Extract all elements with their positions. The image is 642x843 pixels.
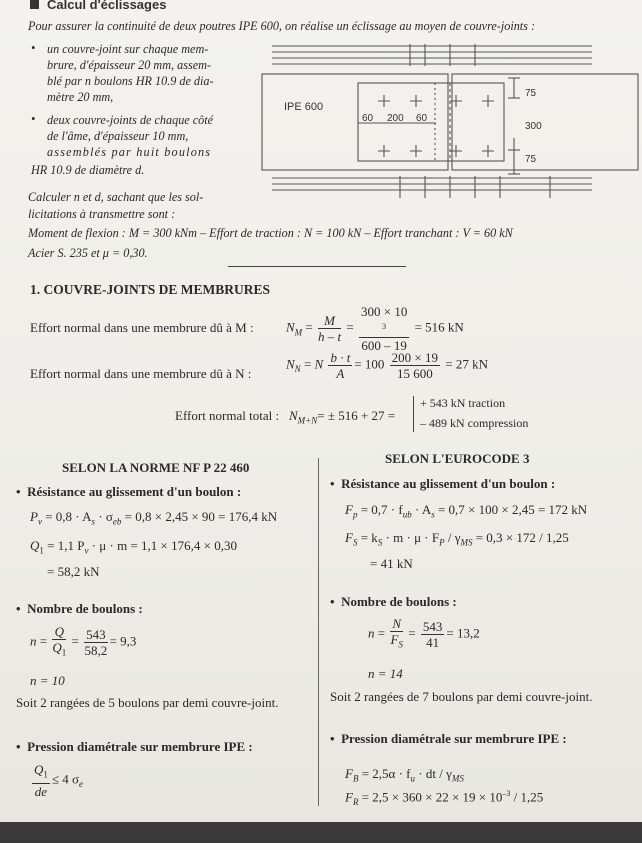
brace <box>413 396 414 432</box>
page-bottom-edge <box>0 822 642 843</box>
section-header: Calcul d'éclissages <box>30 0 166 12</box>
r-n-14: n = 14 <box>368 666 403 681</box>
fig-dim-60a: 60 <box>362 113 374 124</box>
splice-figure <box>250 38 642 210</box>
fig-dim-300: 300 <box>525 121 542 132</box>
bullet1-line4: mètre 20 mm, <box>47 90 114 104</box>
section-1-title: 1. COUVRE-JOINTS DE MEMBRURES <box>30 282 271 297</box>
nn-formula: $N_N = N$ $\frac{b \cdot t}{A}$ = 100 $\frac{200 \times 19}{15 600}$ = 27 kN <box>286 350 488 381</box>
l-pd-title: • Pression diamétrale sur membrure IPE : <box>16 739 253 754</box>
bullet1-line3: blé par n boulons HR 10.9 de dia- <box>47 74 214 88</box>
r-nb-title: • Nombre de boulons : <box>330 594 457 609</box>
l-q1-result: = 58,2 kN <box>47 564 100 579</box>
l-q1-formula: $Q_1 = 1,1$ $P_v \cdot \mu \cdot m = 1,1 \times 176,4 \times 0,30$ <box>30 538 237 556</box>
r-n-formula: n = $\frac{N}{F_S}$ = $\frac{543}{41}$ = 13,2 <box>368 616 480 650</box>
r-slip-title: • Résistance au glissement d'un boulon : <box>330 476 556 491</box>
r-pd-title: • Pression diamétrale sur membrure IPE : <box>330 731 567 746</box>
bullet-icon: • <box>31 41 36 55</box>
l-n-formula: n = $\frac{Q}{Q_1}$ = $\frac{543}{58,2}$ = 9,3 <box>30 624 137 658</box>
total-traction: + 543 kN traction <box>420 396 506 410</box>
question-line2: licitations à transmettre sont : <box>28 207 176 221</box>
fig-dim-75b: 75 <box>525 154 537 165</box>
nm-label: Effort normal dans une membrure dû à M : <box>30 320 254 335</box>
r-fp-formula: $F_p = 0,7 \cdot f_{ub} \cdot A_s = 0,7 \times 100 \times 2,45 = 172$ kN <box>345 502 588 520</box>
l-pv-formula: $P_v = 0,8 \cdot A_s \cdot \sigma_{eb} = 0,8 \times 2,45 \times 90 = 176,4$ kN <box>30 509 278 527</box>
column-divider <box>318 458 319 806</box>
fig-dim-200: 200 <box>387 113 404 124</box>
bullet2-line3: assemblés par huit boulons <box>47 145 212 159</box>
r-fs-formula: $F_S = k_S \cdot m \cdot \mu \cdot F_P / \gamma_{MS} = 0,3 \times 172 / 1,25$ <box>345 530 569 548</box>
r-fs-result: = 41 kN <box>370 556 413 571</box>
bullet1-line1: un couvre-joint sur chaque mem- <box>47 42 209 56</box>
right-column-title: SELON L'EUROCODE 3 <box>385 451 530 466</box>
bullet-icon: • <box>31 112 36 126</box>
fig-dim-75a: 75 <box>525 88 537 99</box>
loads-text: Moment de flexion : M = 300 kNm – Effort de traction : N = 100 kN – Effort tranchant : V = 60 kN <box>28 226 513 240</box>
l-slip-title: • Résistance au glissement d'un boulon : <box>16 484 242 499</box>
r-fr-formula: $F_R = 2,5 \times 360 \times 22 \times 19 \times 10^{-3} / 1,25$ <box>345 789 544 807</box>
nn-label: Effort normal dans une membrure dû à N : <box>30 366 252 381</box>
fig-dim-60b: 60 <box>416 113 428 124</box>
l-pd-formula: $\frac{Q_1}{de}$ ≤ 4 $\sigma_e$ <box>34 762 84 799</box>
bullet1-line2: brure, d'épaisseur 20 mm, assem- <box>47 58 211 72</box>
total-label: Effort normal total : <box>175 408 280 423</box>
bullet2-line4: HR 10.9 de diamètre d. <box>31 163 145 177</box>
l-n-10: n = 10 <box>30 673 65 688</box>
square-bullet-icon <box>30 0 39 9</box>
r-fb-formula: $F_B = 2,5\alpha \cdot f_u$ · dt / $\gamma_{MS}$ <box>345 766 464 784</box>
bullet2-line1: deux couvre-joints de chaque côté <box>47 113 214 127</box>
divider <box>228 266 406 267</box>
l-rows: Soit 2 rangées de 5 boulons par demi couvre-joint. <box>16 695 279 710</box>
steel-text: Acier S. 235 et μ = 0,30. <box>28 246 148 260</box>
total-compression: – 489 kN compression <box>420 416 529 430</box>
r-rows: Soit 2 rangées de 7 boulons par demi couvre-joint. <box>330 689 593 704</box>
total-formula: $N_{M+N}= \pm 516 + 27$ = <box>289 408 396 426</box>
nm-formula: $N_M$ = $\frac{M}{h - t}$ = 300 × 10 $^3$ 600 – 19 = 516 kN <box>286 304 464 354</box>
l-nb-title: • Nombre de boulons : <box>16 601 143 616</box>
question-line1: Calculer n et d, sachant que les sol- <box>28 190 204 204</box>
intro-text: Pour assurer la continuité de deux poutres IPE 600, on réalise un éclissage au moyen de couvre-joints : <box>28 19 536 33</box>
bullet2-line2: de l'âme, d'épaisseur 10 mm, <box>47 129 189 143</box>
left-column-title: SELON LA NORME NF P 22 460 <box>62 460 250 475</box>
fig-beam-label: IPE 600 <box>284 101 324 113</box>
